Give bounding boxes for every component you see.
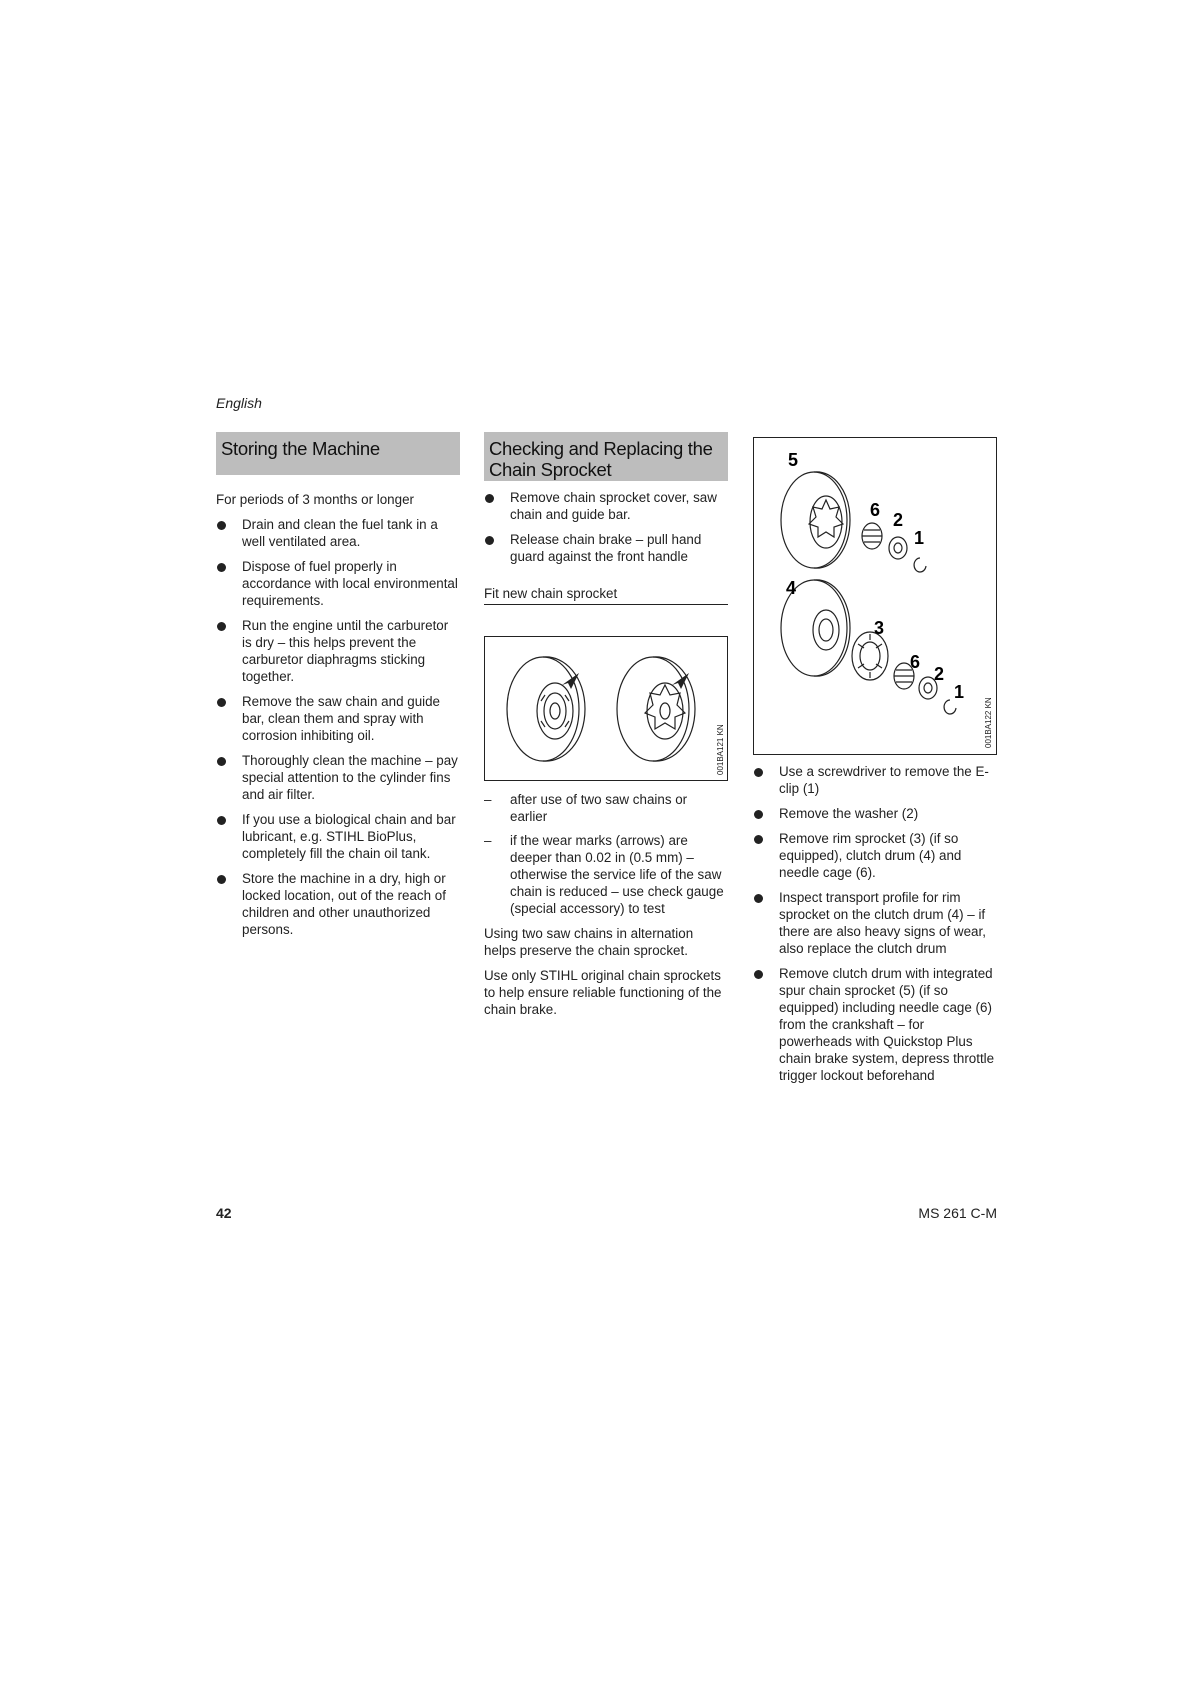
list-item: Remove chain sprocket cover, saw chain and guide bar. [484, 489, 728, 523]
part-label: 4 [786, 578, 797, 598]
part-label: 5 [788, 450, 799, 470]
part-label: 1 [914, 528, 925, 548]
list-item: If you use a biological chain and bar lubricant, e.g. STIHL BioPlus, completely fill the chain oil tank. [216, 811, 460, 862]
fit-sprocket-subheading: Fit new chain sprocket [484, 585, 728, 605]
list-item: Dispose of fuel properly in accordance with local environmental requirements. [216, 558, 460, 609]
part-label: 3 [874, 618, 885, 638]
list-item: Drain and clean the fuel tank in a well ventilated area. [216, 516, 460, 550]
list-item: Use a screwdriver to remove the E-clip (1) [753, 763, 997, 797]
sprocket-heading: Checking and Replacing the Chain Sprocket [484, 432, 728, 481]
list-item: Remove the saw chain and guide bar, clean them and spray with corrosion inhibiting oil. [216, 693, 460, 744]
parts-figure [753, 437, 997, 755]
storing-list [216, 516, 460, 938]
model-name: MS 261 C-M [918, 1205, 997, 1221]
list-item: Thoroughly clean the machine – pay special attention to the cylinder fins and air filter. [216, 752, 460, 803]
list-item: Run the engine until the carburetor is dry – this helps prevent the carburetor diaphragms sticking together. [216, 617, 460, 685]
storing-heading: Storing the Machine [216, 432, 460, 475]
part-label: 2 [893, 510, 904, 530]
storing-section [216, 432, 460, 938]
list-item: Inspect transport profile for rim sprocket on the clutch drum (4) – if there are also heavy signs of wear, also replace the clutch drum [753, 889, 997, 957]
list-item: – if the wear marks (arrows) are deeper than 0.02 in (0.5 mm) – otherwise the service life of the saw chain is reduced – use check gauge (special accessory) to test [484, 832, 728, 917]
removal-section [753, 437, 997, 1084]
page-number: 42 [216, 1205, 232, 1221]
list-item: Remove clutch drum with integrated spur chain sprocket (5) (if so equipped) including needle cage (6) from the crankshaft – for powerheads with Quickstop Plus chain brake system, depress throttle trigger lockout beforehand [753, 965, 997, 1084]
list-item: Remove rim sprocket (3) (if so equipped), clutch drum (4) and needle cage (6). [753, 830, 997, 881]
clutch-parts-illustration [754, 438, 995, 753]
wear-criteria-list [484, 791, 728, 917]
list-item: – after use of two saw chains or earlier [484, 791, 728, 825]
figure-code: 001BA121 KN [716, 724, 725, 775]
sprocket-list [484, 489, 728, 565]
part-label: 6 [870, 500, 881, 520]
list-item: Store the machine in a dry, high or locked location, out of the reach of children and other unauthorized persons. [216, 870, 460, 938]
list-item: Release chain brake – pull hand guard against the front handle [484, 531, 728, 565]
figure-code: 001BA122 KN [984, 697, 993, 748]
wear-marks-figure [484, 636, 728, 781]
alternation-paragraph: Using two saw chains in alternation helps preserve the chain sprocket. [484, 926, 694, 958]
storing-intro: For periods of 3 months or longer [216, 492, 414, 507]
removal-list [753, 763, 997, 1084]
list-item: Remove the washer (2) [753, 805, 997, 822]
sprocket-wear-illustration [485, 637, 726, 779]
original-parts-paragraph: Use only STIHL original chain sprockets to help ensure reliable functioning of the chain brake. [484, 968, 722, 1017]
part-label: 2 [934, 664, 945, 684]
language-label: English [216, 395, 262, 411]
part-label: 1 [954, 682, 965, 702]
part-label: 6 [910, 652, 921, 672]
sprocket-section [484, 432, 728, 1018]
